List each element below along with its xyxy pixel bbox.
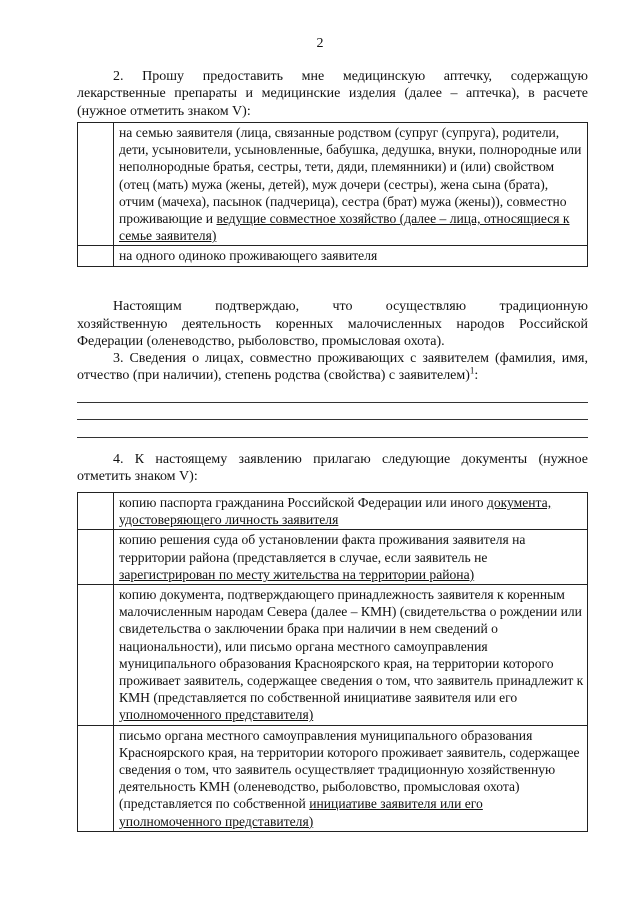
blank-line-1[interactable] (77, 402, 588, 403)
document-court-decision-text: копию решения суда об установлении факта проживания заявителя на территории района (представляется в случае, если заявитель не (119, 532, 526, 565)
document-traditional-activity (114, 725, 588, 831)
table-row (78, 246, 588, 266)
option-single-text: на одного одиноко проживающего заявителя (119, 248, 378, 264)
checkbox-traditional-activity[interactable] (78, 725, 114, 831)
checkbox-court-decision[interactable] (78, 530, 114, 585)
confirmation-rest: хозяйственную деятельность коренных малочисленных народов Российской Федерации (оленеводство, рыболовство, промысловая охота). (77, 317, 588, 350)
document-traditional-activity-last-line: инициативе заявителя или его уполномоченного представителя) (119, 796, 483, 829)
section-3-suffix: : (474, 368, 479, 384)
table-row (78, 585, 588, 726)
document-kmn-membership-last-line: уполномоченного представителя) (119, 707, 314, 723)
option-family (114, 123, 588, 246)
section-4-intro: 4. К настоящему заявлению прилагаю следующие документы (нужное отметить знаком V): (77, 452, 588, 485)
section-2-intro: 2. Прошу предоставить мне медицинскую аптечку, содержащую лекарственные препараты и медицинские изделия (далее – аптечка), в расчете (нужное отметить знаком V): (77, 69, 588, 119)
option-family-text: на семью заявителя (лица, связанные родством (супруг (супруга), родители, дети, усыновители, усыновленные, бабушка, дедушка, внуки, полнородные или неполнородные братья, сестры, тети, дяди, племянники) и (или) свойством (отец (мать) мужа (жены, детей), муж дочери (сестры), жена сына (брата), отчим (мачеха), пасынок (падчерица), сестра (брат) мужа (жены)), совместно проживающие и (119, 125, 582, 227)
document-kmn-membership-text: копию документа, подтверждающего принадлежность заявителя к коренным малочисленным народам Севера (далее – КМН) (свидетельства о рождении или свидетельства о заключении брака при наличии в нем сведений о национальности), или письмо органа местного самоуправления муниципального образования Красноярского края, на территории которого проживает заявитель, содержащее сведения о том, что заявитель принадлежит к КМН (представляется по собственной инициативе заявителя или его (119, 587, 584, 706)
document-passport (114, 493, 588, 530)
document-court-decision-last-line: зарегистрирован по месту жительства на территории района) (119, 566, 475, 582)
document-kmn-membership (114, 585, 588, 726)
checkbox-kmn-membership[interactable] (78, 585, 114, 726)
option-family-last-line: ведущие совместное хозяйство (далее – лица, относящиеся к семье заявителя) (119, 211, 570, 244)
checkbox-family[interactable] (78, 123, 114, 246)
table-row (78, 725, 588, 831)
checkbox-passport[interactable] (78, 493, 114, 530)
blank-line-3[interactable] (77, 437, 588, 438)
page-number: 2 (316, 36, 324, 51)
documents-table (77, 492, 588, 832)
blank-line-2[interactable] (77, 419, 588, 420)
section-3-body: 3. Сведения о лицах, совместно проживающих с заявителем (фамилия, имя, отчество (при наличии), степень родства (свойства) с заявителем) (77, 351, 588, 384)
aid-kit-options-table (77, 122, 588, 267)
table-row (78, 530, 588, 585)
table-row (78, 123, 588, 246)
table-row (78, 493, 588, 530)
document-passport-last-line: документа, удостоверяющего личность заявителя (119, 495, 552, 528)
option-single (114, 246, 588, 266)
confirmation-first-line: Настоящим подтверждаю, что осуществляю традиционную (113, 299, 588, 314)
footnote-mark: 1 (469, 365, 475, 376)
section-3-text (77, 350, 588, 385)
document-traditional-activity-text: письмо органа местного самоуправления муниципального образования Красноярского края, на территории которого проживает заявитель, содержащее сведения о том, что заявитель осуществляет традиционную хозяйственную деятельность КМН (оленеводство, рыболовство, промысловая охота) (представляется по собственной (119, 727, 580, 812)
document-court-decision (114, 530, 588, 585)
document-passport-text: копию паспорта гражданина Российской Федерации или иного (119, 495, 484, 510)
checkbox-single[interactable] (78, 246, 114, 266)
